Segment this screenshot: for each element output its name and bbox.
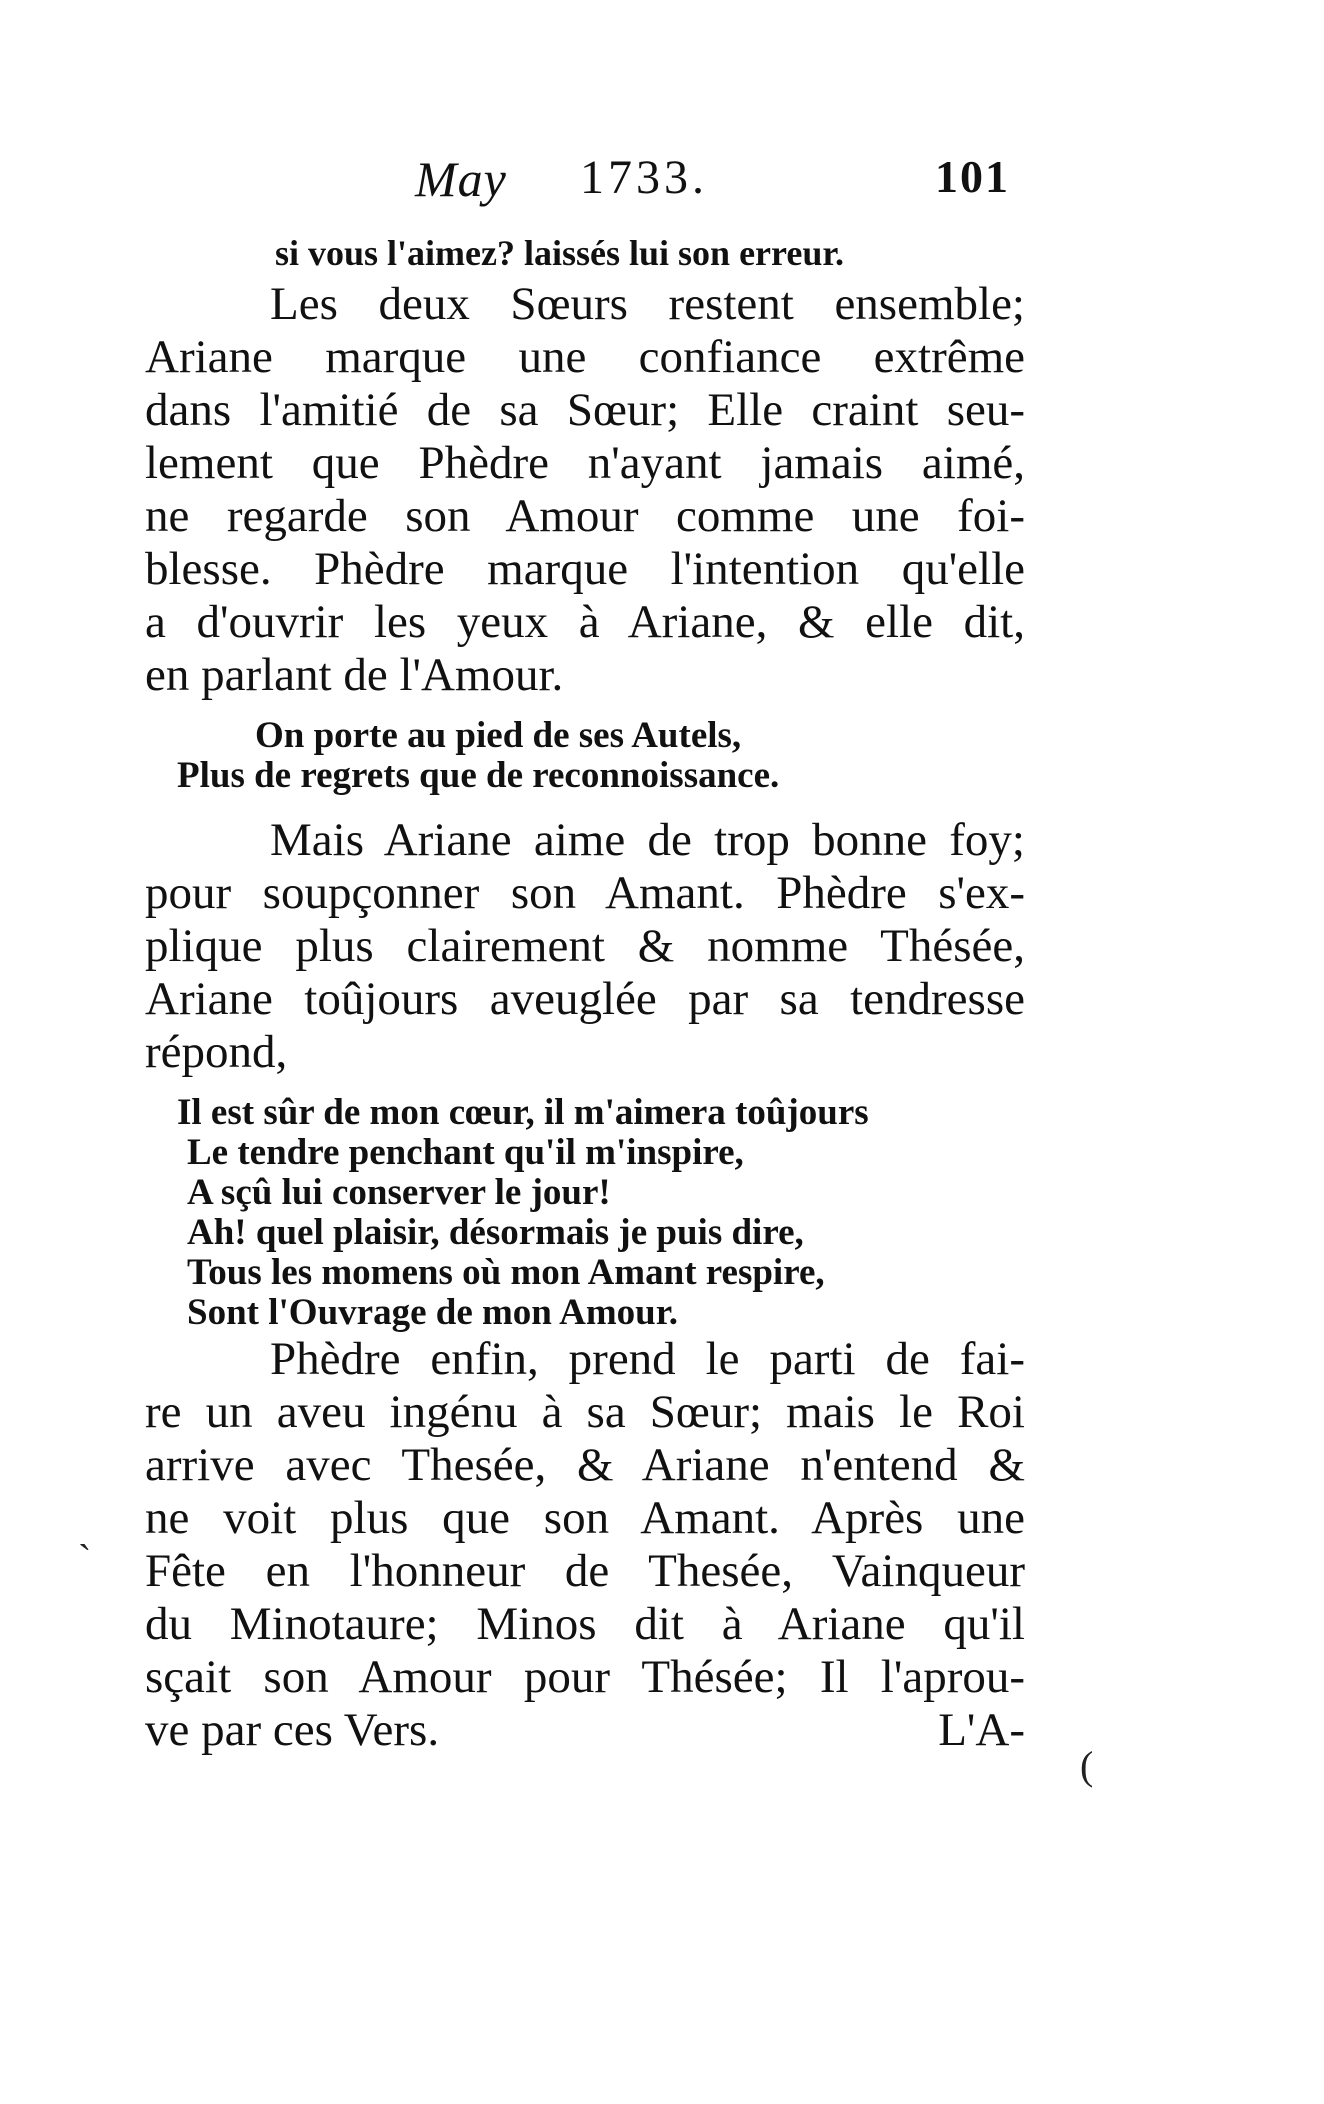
running-title: May [415, 151, 507, 207]
text-line: Ariane toûjours aveuglée par sa tendresse [145, 973, 1025, 1025]
verse-line: Il est sûr de mon cœur, il m'aimera toûjours [177, 1092, 869, 1133]
verse-line: On porte au pied de ses Autels, [255, 715, 742, 756]
text-line: dans l'amitié de sa Sœur; Elle craint seu- [145, 384, 1025, 436]
page-number: 101 [935, 151, 1010, 202]
text-line: a d'ouvrir les yeux à Ariane, & elle dit, [145, 596, 1025, 648]
verse-block-altars [145, 716, 1025, 796]
verse-line: Plus de regrets que de reconnoissance. [177, 755, 780, 796]
page-header [150, 150, 1020, 220]
paragraph-phedre [145, 1333, 1025, 1757]
text-line: blesse. Phèdre marque l'intention qu'elle [145, 543, 1025, 595]
text-line: Fête en l'honneur de Thesée, Vainqueur [145, 1545, 1025, 1597]
paragraph-sisters [145, 278, 1025, 702]
verse-line: Sont l'Ouvrage de mon Amour. [187, 1292, 678, 1333]
text-line: Mais Ariane aime de trop bonne foy; [270, 814, 1025, 866]
text-line: lement que Phèdre n'ayant jamais aimé, [145, 437, 1025, 489]
text-line: répond, [145, 1026, 288, 1078]
text-line: ne regarde son Amour comme une foi- [145, 490, 1025, 542]
text-line: ve par ces Vers. [145, 1704, 440, 1756]
margin-speck: ˋ [78, 1536, 92, 1581]
verse-line: A sçû lui conserver le jour! [187, 1172, 611, 1213]
text-line: arrive avec Thesée, & Ariane n'entend & [145, 1439, 1025, 1491]
text-line: Ariane marque une confiance extrême [145, 331, 1025, 383]
text-line: Les deux Sœurs restent ensemble; [270, 278, 1025, 330]
text-line: du Minotaure; Minos dit à Ariane qu'il [145, 1598, 1025, 1650]
final-line [145, 1704, 1025, 1757]
text-line: ne voit plus que son Amant. Après une [145, 1492, 1025, 1544]
text-line: si vous l'aimez? laissés lui son erreur. [275, 233, 845, 273]
paragraph-ariane [145, 814, 1025, 1079]
margin-bracket: ( [1080, 1743, 1094, 1788]
catchword: L'A- [938, 1704, 1025, 1756]
verse-line: Le tendre penchant qu'il m'inspire, [187, 1132, 744, 1173]
verse-line: Ah! quel plaisir, désormais je puis dire, [187, 1212, 804, 1253]
verse-line: Tous les momens où mon Amant respire, [187, 1252, 825, 1293]
header-year: 1733. [580, 151, 708, 204]
text-line: Phèdre enfin, prend le parti de fai- [270, 1333, 1025, 1385]
text-line: sçait son Amour pour Thésée; Il l'aprou- [145, 1651, 1025, 1703]
body-text [145, 228, 1025, 1757]
text-line: en parlant de l'Amour. [145, 649, 564, 701]
text-line: pour soupçonner son Amant. Phèdre s'ex- [145, 867, 1025, 919]
text-line: re un aveu ingénu à sa Sœur; mais le Roi [145, 1386, 1025, 1438]
text-line: plique plus clairement & nomme Thésée, [145, 920, 1025, 972]
verse-block-heart [145, 1093, 1025, 1333]
